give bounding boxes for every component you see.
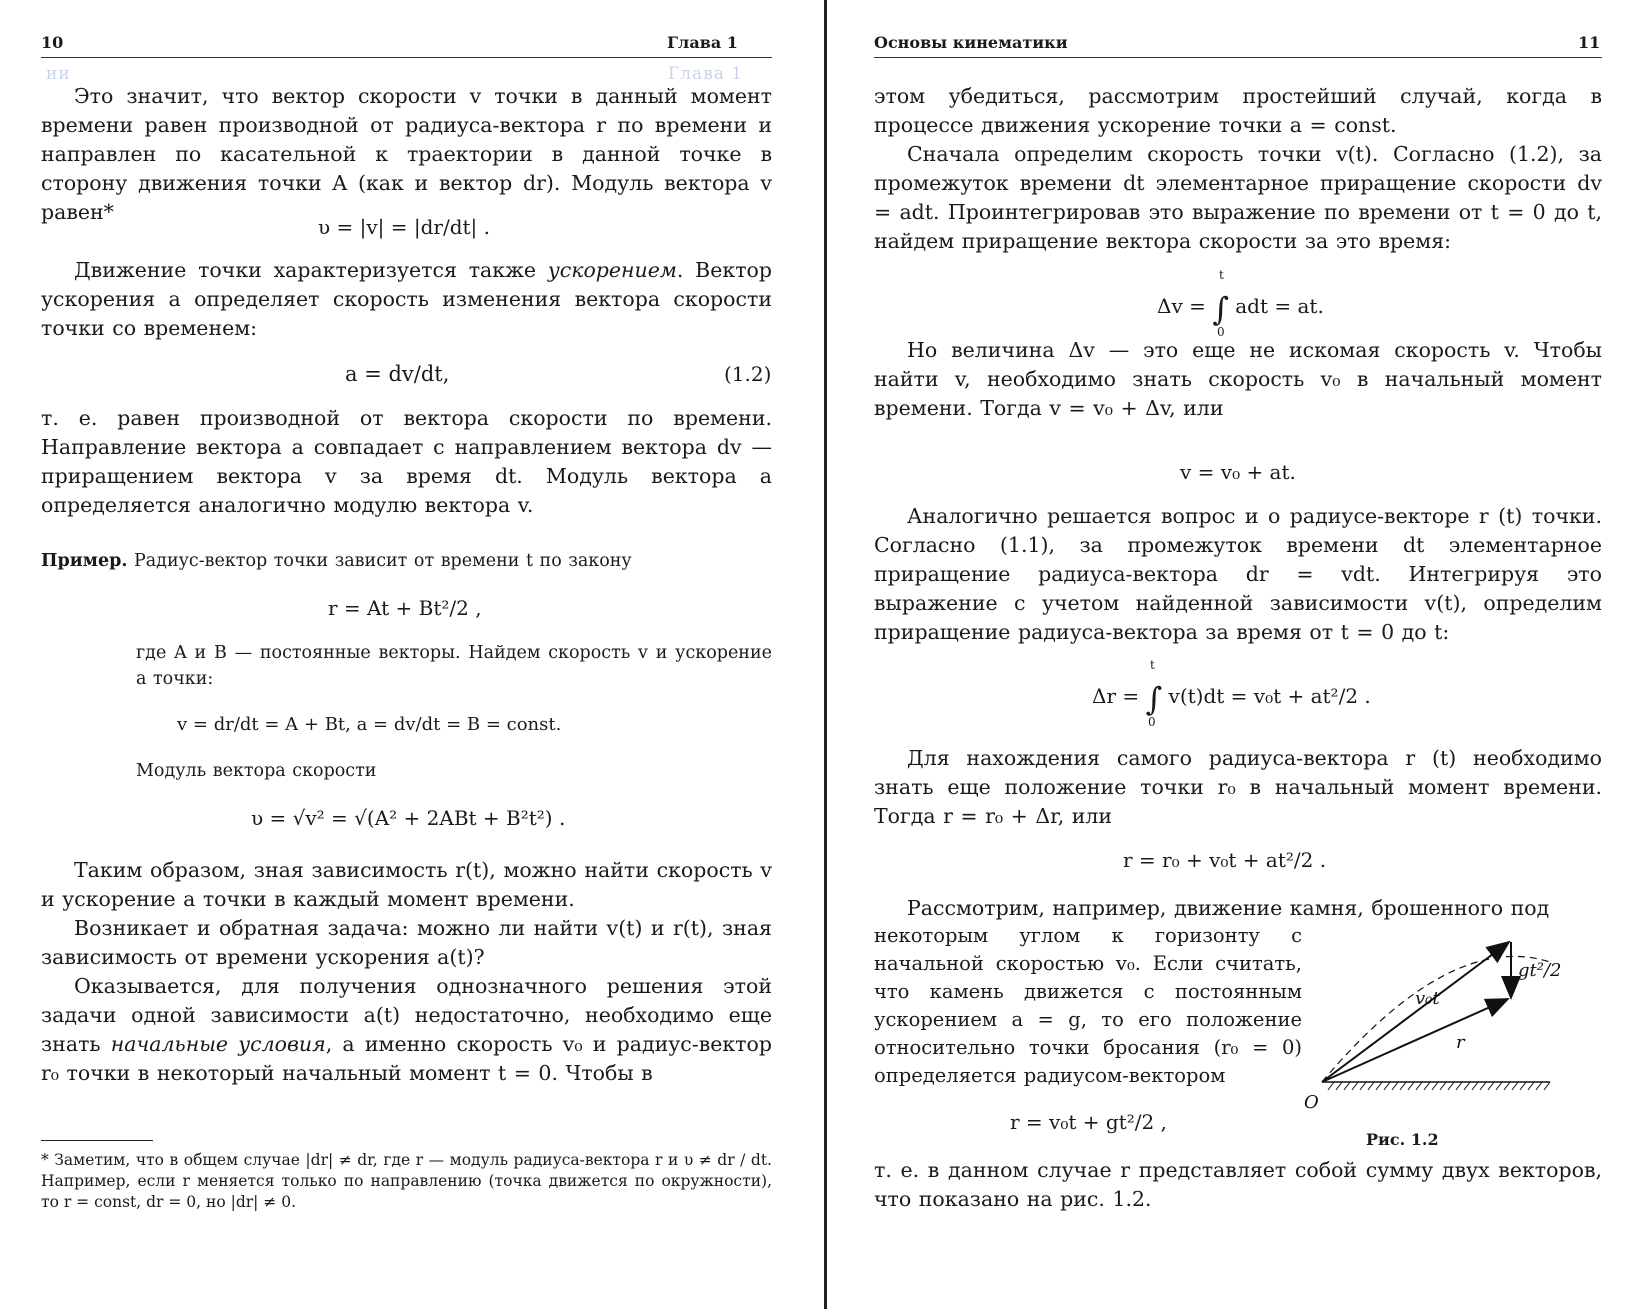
label-origin: O bbox=[1304, 1092, 1319, 1113]
emphasis: ускорением bbox=[547, 258, 677, 282]
equation-radius-law: r = At + Bt²/2 , bbox=[328, 596, 482, 620]
paragraph: Рассмотрим, например, движение камня, брошенного под bbox=[907, 896, 1550, 920]
chapter-title: Глава 1 bbox=[667, 33, 738, 52]
example-text: где A и B — постоянные векторы. Найдем скорость v и ускорение a точки: bbox=[136, 643, 772, 689]
paragraph: т. е. в данном случае r представляет собой сумму двух векторов, что показано на рис. 1.2. bbox=[874, 1158, 1602, 1211]
right-page bbox=[830, 0, 1642, 1309]
header-rule bbox=[41, 57, 772, 58]
label-gt2: gt²/2 bbox=[1518, 960, 1562, 981]
page-number: 11 bbox=[1578, 33, 1601, 52]
paragraph: Движение точки характеризуется также ускорением. Вектор ускорения a определяет скорость изменения вектора скорости точки со временем: bbox=[41, 258, 772, 340]
paragraph: некоторым углом к горизонту с начальной скоростью v₀. Если считать, что камень движется с постоянным ускорением a = g, то его положение относительно точки бросания (r₀ = 0) определяется радиусом-вектором bbox=[874, 924, 1302, 1087]
running-title: Основы кинематики bbox=[874, 33, 1068, 52]
integral-lower-limit: 0 bbox=[1217, 325, 1225, 339]
equation-stone-position: r = v₀t + gt²/2 , bbox=[1010, 1110, 1167, 1134]
paragraph: Оказывается, для получения однозначного решения этой задачи одной зависимости a(t) недостаточно, необходимо еще знать начальные условия, а именно скорость v₀ и радиус-вектор r₀ точки в некоторый начальный момент t = 0. Чтобы в bbox=[41, 974, 772, 1085]
paragraph: Для нахождения самого радиуса-вектора r (t) необходимо знать еще положение точки r₀ в начальный момент времени. Тогда r = r₀ + Δr, или bbox=[874, 746, 1602, 828]
label-v0t: v₀t bbox=[1415, 988, 1440, 1009]
header-rule bbox=[874, 57, 1602, 58]
equation-velocity: v = v₀ + at. bbox=[1180, 460, 1296, 484]
paragraph: этом убедиться, рассмотрим простейший случай, когда в процессе движения ускорение точки a = const. bbox=[874, 84, 1602, 137]
equation-number: (1.2) bbox=[724, 362, 772, 386]
paragraph: Это значит, что вектор скорости v точки в данный момент времени равен производной от радиуса-вектора r по времени и направлен по касательной к траектории в данной точке в сторону движения точки A (как и вектор dr). Модуль вектора v равен* bbox=[41, 84, 772, 224]
equation-speed-value: υ = √v² = √(A² + 2ABt + B²t²) . bbox=[251, 806, 566, 830]
paragraph: Аналогично решается вопрос и о радиусе-векторе r (t) точки. Согласно (1.1), за промежуток времени dt элементарное приращение радиуса-вектора dr = vdt. Интегрируя это выражение с учетом найденной зависимости v(t), определим приращение радиуса-вектора за время от t = 0 до t: bbox=[874, 504, 1602, 644]
bleed-through-text: Глава 1 bbox=[668, 64, 744, 84]
integral-sign: ∫ bbox=[1212, 290, 1229, 328]
footnote-rule bbox=[41, 1140, 153, 1141]
paragraph: Сначала определим скорость точки v(t). Согласно (1.2), за промежуток времени dt элементарное приращение скорости dv = adt. Проинтегрировав это выражение по времени от t = 0 до t, найдем приращение вектора скорости за это время: bbox=[874, 142, 1602, 253]
example-paragraph: Пример. Радиус-вектор точки зависит от времени t по закону bbox=[41, 551, 632, 571]
equation-velocity-increment: Δv = ∫ adt = at. bbox=[1157, 290, 1324, 328]
book-spine bbox=[824, 0, 827, 1309]
paragraph: Но величина Δv — это еще не искомая скорость v. Чтобы найти v, необходимо знать скорость v₀ в начальный момент времени. Тогда v = v₀ + Δv, или bbox=[874, 338, 1602, 420]
equation-velocity-acceleration: v = dr/dt = A + Bt, a = dv/dt = B = const. bbox=[177, 714, 562, 735]
integral-upper-limit: t bbox=[1219, 268, 1224, 282]
example-text: Модуль вектора скорости bbox=[136, 761, 377, 781]
figure-1-2 bbox=[1300, 920, 1610, 1130]
label-r: r bbox=[1456, 1032, 1465, 1053]
paragraph: т. е. равен производной от вектора скорости по времени. Направление вектора a совпадает с направлением вектора dv — приращением вектора v за время dt. Модуль вектора a определяется аналогично модулю вектора v. bbox=[41, 406, 772, 517]
equation-radius: r = r₀ + v₀t + at²/2 . bbox=[1123, 848, 1327, 872]
integral-lower-limit: 0 bbox=[1148, 715, 1156, 729]
equation-acceleration: a = dv/dt, bbox=[345, 362, 450, 386]
integral-sign: ∫ bbox=[1145, 680, 1163, 718]
bleed-through-text: ии bbox=[46, 64, 71, 84]
trajectory-curve bbox=[1322, 956, 1550, 1082]
paragraph: Возникает и обратная задача: можно ли найти v(t) и r(t), зная зависимость от времени ускорения a(t)? bbox=[41, 916, 772, 969]
ground-hatching bbox=[1328, 1082, 1550, 1090]
equation-radius-increment: Δr = ∫ v(t)dt = v₀t + at²/2 . bbox=[1092, 680, 1371, 718]
integral-upper-limit: t bbox=[1150, 658, 1155, 672]
footnote: * Заметим, что в общем случае |dr| ≠ dr, где r — модуль радиуса-вектора r и υ ≠ dr / dt. Например, если r меняется только по направлению (точка движется по окружности), то r = const, dr = 0, но |dr| ≠ 0. bbox=[41, 1151, 772, 1211]
emphasis: начальные условия bbox=[110, 1032, 326, 1056]
page-number: 10 bbox=[41, 33, 64, 52]
equation-speed-modulus: υ = |v| = |dr/dt| . bbox=[318, 215, 491, 239]
example-label: Пример. bbox=[41, 551, 128, 571]
figure-caption: Рис. 1.2 bbox=[1366, 1130, 1439, 1149]
paragraph: Таким образом, зная зависимость r(t), можно найти скорость v и ускорение a точки в каждый момент времени. bbox=[41, 858, 772, 911]
